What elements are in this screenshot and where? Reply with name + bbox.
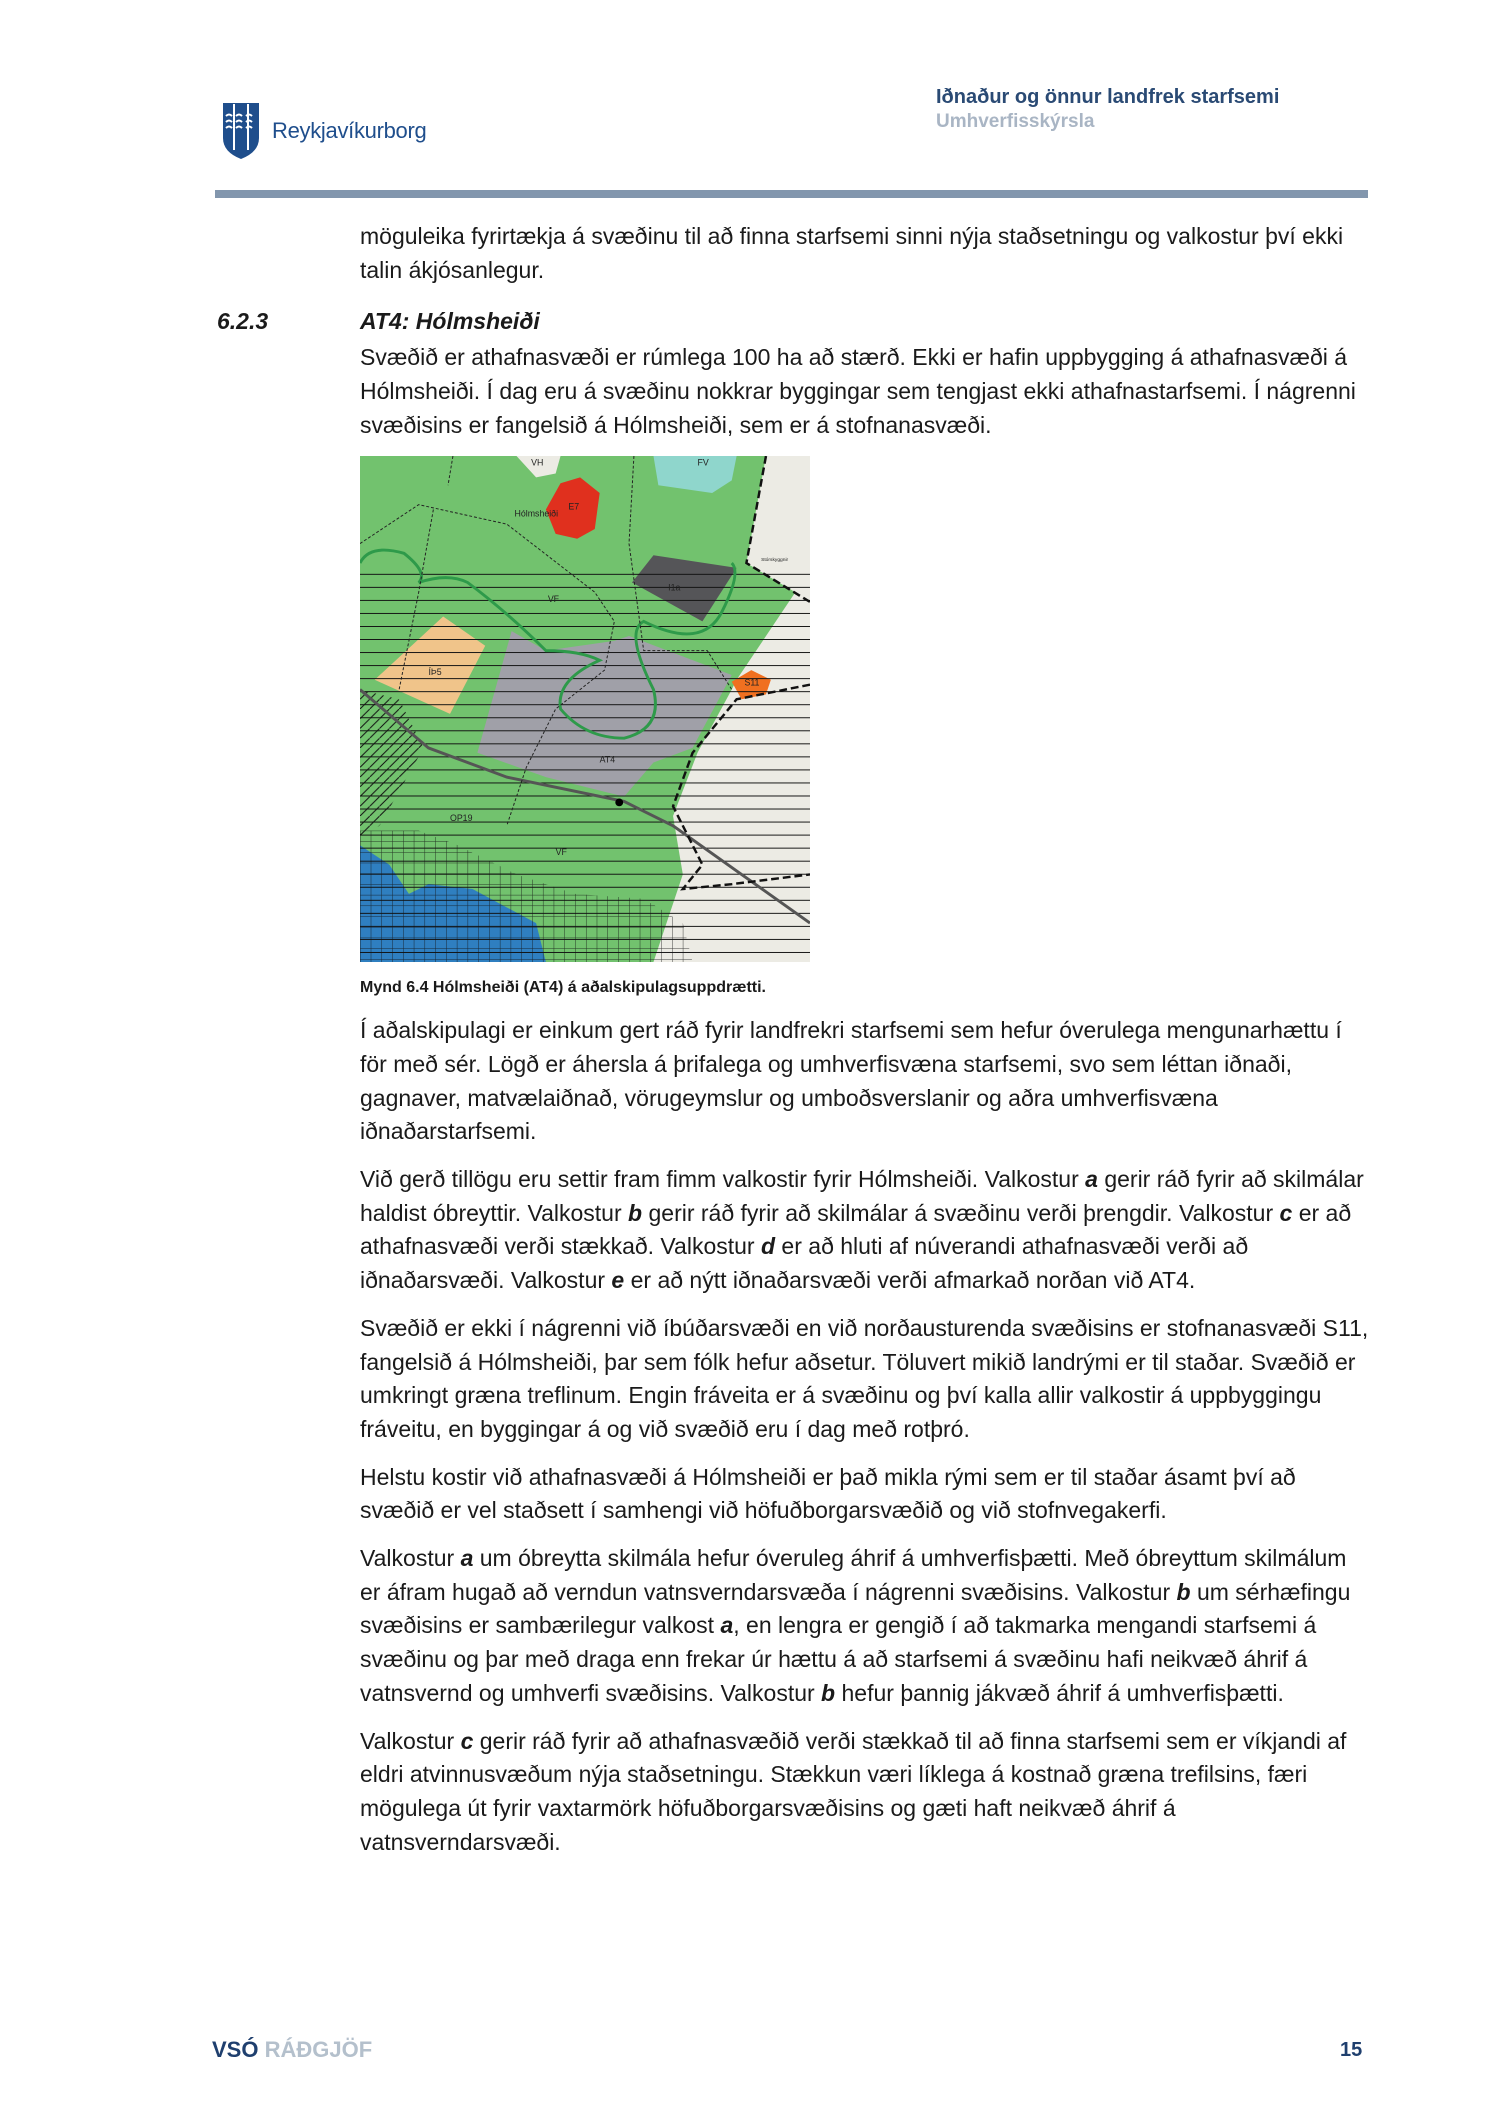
text-segment: er að hluti af núverandi athafnasvæði verði að iðnaðarsvæði. Valkostur <box>360 1233 1249 1294</box>
footer-brand-vso: VSÓ <box>212 2037 259 2062</box>
map-label-fv: FV <box>697 457 709 468</box>
document-body <box>217 220 1370 1873</box>
map-label-vf-south: VF <box>555 847 567 858</box>
document-subtitle: Umhverfisskýrsla <box>936 111 1095 132</box>
document-title: Iðnaður og önnur landfrek starfsemi <box>936 86 1280 108</box>
paragraph <box>360 220 1370 287</box>
paragraph <box>360 1542 1370 1711</box>
paragraph <box>360 1312 1370 1447</box>
paragraph <box>360 1163 1370 1298</box>
option-letter: b <box>628 1199 643 1226</box>
text-segment: Við gerð tillögu eru settir fram fimm valkostir fyrir Hólmsheiði. Valkostur <box>360 1166 1086 1193</box>
paragraph <box>360 1461 1370 1528</box>
footer-brand-radgjof: RÁÐGJÖF <box>264 2037 373 2062</box>
paragraph <box>360 341 1370 442</box>
document-header <box>936 86 1279 133</box>
text-segment: um óbreytta skilmála hefur óveruleg áhrif á umhverfisþætti. Með óbreyttum skilmálum er áfram hugað að verndun vatnsverndarsvæða í nágrenni svæðisins. Valkostur <box>360 1545 1347 1605</box>
zoning-map <box>360 456 810 962</box>
page-number: 15 <box>1340 2039 1363 2061</box>
text-segment: möguleika fyrirtækja á svæðinu til að finna starfsemi sinni nýja staðsetningu og valkostur því ekki talin ákjósanlegur. <box>360 223 1344 283</box>
text-segment: Í aðalskipulagi er einkum gert ráð fyrir landfrekri starfsemi sem hefur óverulega mengunarhættu í för með sér. Lögð er áhersla á þrifalega og umhverfisvæna starfsemi, svo sem léttan iðnaði, gagnaver, matvælaiðnað, vörugeymslur og umboðsverslanir og aðra umhverfisvæna iðnaðarstarfsemi. <box>360 1017 1342 1145</box>
header-rule <box>215 190 1368 198</box>
footer-brand <box>212 2037 372 2063</box>
option-letter: a <box>720 1612 734 1639</box>
map-label-i1a: I1a <box>668 582 681 593</box>
option-letter: d <box>760 1233 776 1260</box>
option-letter: c <box>1279 1199 1293 1226</box>
paragraph <box>360 1014 1370 1149</box>
map-label-op19: OP19 <box>450 813 473 824</box>
city-shield-icon <box>222 102 260 160</box>
option-letter: b <box>1176 1578 1191 1605</box>
map-label-s11: S11 <box>744 677 760 688</box>
text-segment: Svæðið er athafnasvæði er rúmlega 100 ha að stærð. Ekki er hafin uppbygging á athafnasvæði á Hólmsheiði. Í dag eru á svæðinu nokkrar byggingar sem tengjast ekki athafnastarfsemi. Í nágrenni svæðisins er fangelsið á Hólmsheiði, sem er á stofnanasvæði. <box>360 344 1356 438</box>
figure-caption: Mynd 6.4 Hólmsheiði (AT4) á aðalskipulagsuppdrætti. <box>360 979 766 997</box>
option-letter: c <box>460 1727 474 1754</box>
option-letter: e <box>611 1267 625 1294</box>
map-label-vh: VH <box>531 457 544 468</box>
map-label-e7: E7 <box>568 501 580 512</box>
map-label-vf: VF <box>547 594 560 605</box>
text-segment: er að athafnasvæði verði stækkað. Valkostur <box>360 1199 1352 1260</box>
text-segment: Valkostur <box>360 1545 461 1572</box>
text-segment: gerir ráð fyrir að skilmálar haldist óbreyttir. Valkostur <box>360 1166 1364 1226</box>
paragraph <box>360 1725 1370 1860</box>
text-segment: Valkostur <box>360 1727 461 1754</box>
map-label-ip5: ÍÞ5 <box>428 667 442 678</box>
section-title: AT4: Hólmsheiði <box>360 308 540 335</box>
map-point-marker <box>615 799 623 807</box>
text-segment: er að nýtt iðnaðarsvæði verði afmarkað norðan við AT4. <box>624 1267 1196 1294</box>
text-segment: gerir ráð fyrir að skilmálar á svæðinu verði þrengdir. Valkostur <box>642 1199 1280 1226</box>
map-label-storskyggnir: Stórskyggnir <box>761 558 789 564</box>
map-label-at4: AT4 <box>599 754 616 765</box>
option-letter: a <box>1085 1166 1098 1193</box>
text-segment: Svæðið er ekki í nágrenni við íbúðarsvæði en við norðausturenda svæðisins er stofnanasvæði S11, fangelsið á Hólmsheiði, þar sem fólk hefur aðsetur. Töluvert mikið landrými er til staðar. Svæðið er umkringt græna treflinum. Engin fráveita er á svæðinu og því kalla allir valkostir á uppbyggingu fráveitu, en byggingar á og við svæðið eru í dag með rotþró. <box>360 1314 1369 1442</box>
text-segment: , en lengra er gengið í að takmarka mengandi starfsemi á svæðinu og þar með draga enn frekar úr hættu á að starfsemi á svæðinu hafi neikvæð áhrif á vatnsvernd og umhverfi svæðisins. Valkostur <box>360 1612 1317 1706</box>
text-segment: hefur þannig jákvæð áhrif á umhverfisþætti. <box>835 1679 1284 1706</box>
logo-text: Reykjavíkurborg <box>272 118 427 143</box>
text-segment: um sérhæfingu svæðisins er sambærilegur valkost <box>360 1578 1351 1639</box>
section-number: 6.2.3 <box>217 308 269 335</box>
text-segment: Helstu kostir við athafnasvæði á Hólmsheiði er það mikla rými sem er til staðar ásamt því að svæðið er vel staðsett í samhengi við höfuðborgarsvæðið og við stofnvegakerfi. <box>360 1463 1296 1524</box>
reykjavik-logo <box>222 102 426 160</box>
option-letter: b <box>821 1679 836 1706</box>
option-letter: a <box>460 1545 474 1572</box>
map-label-holmsheidi: Hólmsheiði <box>514 508 559 519</box>
section-heading <box>217 305 1370 339</box>
text-segment: gerir ráð fyrir að athafnasvæðið verði stækkað til að finna starfsemi sem er víkjandi af eldri atvinnusvæðum nýja staðsetningu. Stækkun væri líklega á kostnað græna trefilsins, færi mögulega út fyrir vaxtarmörk höfuðborgarsvæðisins og gæti haft neikvæð áhrif á vatnsverndarsvæði. <box>360 1727 1347 1855</box>
